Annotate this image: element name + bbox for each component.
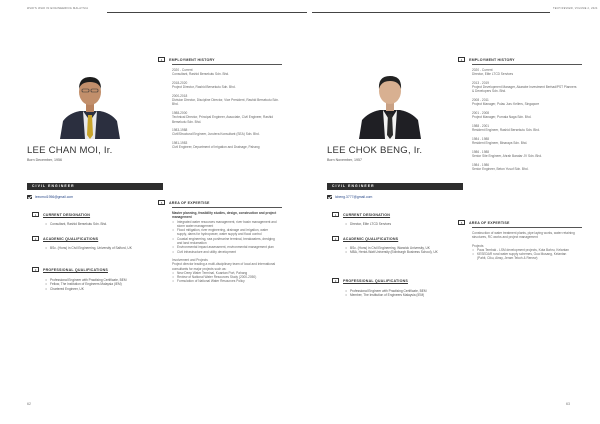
employment-list: [472, 68, 578, 175]
expertise-rule: [472, 227, 582, 228]
role-bar: CIVIL ENGINEER: [327, 183, 463, 190]
employment-entry: 1984 - 1986 Senior Engineer, Beton Yusuf Sdn. Bhd.: [472, 162, 529, 171]
employment-entry: 2020 - Current Director, Elite LTCD Services: [472, 68, 514, 77]
section-professional: [332, 278, 408, 283]
employment-entry: 1988-2000 Technical Director, Principal Engineer, Associate, Civil Engineer, Rashid Bersekutu Sdn. Bhd.: [172, 110, 273, 124]
list-item: • New Deep Water Terminal, Kuantan Port, Pahang: [172, 271, 278, 275]
employment-entry: 2001 - 2008 Project Manager, Purnala Naga Sdn. Bhd.: [472, 110, 532, 120]
section-employment: [458, 57, 515, 62]
section-number: 3: [332, 278, 339, 283]
person-name: LEE CHAN MOI, Ir.: [27, 145, 113, 156]
section-expertise: [458, 220, 510, 225]
list-item: • Environmental impact assessment, environmental management plan: [172, 245, 278, 249]
expertise-rule: [172, 207, 282, 208]
list-item: • Flood mitigation, river engineering, drainage and irrigation, water supply, dams for hydropower, water supply and flood control: [172, 228, 278, 237]
section-title: PROFESSIONAL QUALIFICATIONS: [43, 267, 108, 272]
expertise-body: [172, 211, 278, 284]
portrait-lee-chan-moi: [55, 65, 125, 139]
birth-date: Born November, 1957: [327, 158, 362, 162]
role-bar: CIVIL ENGINEER: [27, 183, 163, 190]
header-rule-left: [107, 12, 307, 13]
email-icon: [327, 195, 332, 199]
section-title: EMPLOYMENT HISTORY: [169, 57, 215, 62]
current-designation-list: [45, 222, 145, 226]
employment-entry: 2008 - 2011 Project Manager, Pulau Juru Kellers, Singapore: [472, 98, 540, 107]
list-item: • BSc. (Hons) in Civil Engineering, Warwick University, UK: [345, 246, 445, 250]
section-number: 3: [32, 267, 39, 272]
section-title: ACADEMIC QUALIFICATIONS: [43, 236, 99, 241]
projects-subtitle: Involvement and Projects: [172, 257, 208, 262]
section-academic: [332, 236, 398, 241]
section-number: 5: [458, 220, 465, 225]
list-item: • Integrated water resources management, river basin management and storm water management: [172, 220, 278, 229]
page-number-right: 63: [566, 402, 570, 406]
section-number: 2: [332, 236, 339, 241]
list-item: • Consultant, Rashid Bersekutu Sdn. Bhd.: [45, 222, 145, 226]
section-title: AREA OF EXPERTISE: [169, 200, 210, 205]
projects-list: [472, 248, 576, 261]
section-number: 4: [158, 57, 165, 62]
employment-entry: 1986 - 1988 Senior Site Engineer, Ahrah Baratar JV Sdn. Bhd.: [472, 149, 542, 158]
list-item: • Professional Engineer with Practising Certificate, BEM: [45, 278, 145, 282]
email-link[interactable]: lcbeng.3777@gmail.com: [335, 195, 373, 199]
employment-rule: [472, 64, 582, 65]
portrait-lee-chok-beng: [355, 65, 425, 139]
academic-list: [345, 246, 445, 255]
page-number-left: 62: [27, 402, 31, 406]
section-employment: [158, 57, 215, 62]
email-link[interactable]: leecmoi1956@gmail.com: [35, 195, 74, 199]
section-number: 4: [458, 57, 465, 62]
employment-list: [172, 68, 280, 154]
academic-list: [45, 246, 145, 250]
section-expertise: [158, 200, 210, 205]
section-title: EMPLOYMENT HISTORY: [469, 57, 515, 62]
section-number: 1: [332, 212, 339, 217]
person-name: LEE CHOK BENG, Ir.: [327, 145, 423, 156]
section-title: CURRENT DESIGNATION: [343, 212, 391, 217]
list-item: • MBA, Heriot-Watt University (Edinburgh Business School), UK: [345, 250, 445, 254]
employment-entry: 2013 - 2019 Project Development Manager, Akarabe Investment Berhad/PST Planners & Developers Sdn. Bhd.: [472, 80, 577, 94]
list-item: • Civil infrastructure and utility development: [172, 250, 278, 254]
employment-entry: 2018-2020 Project Director, Rashid Bersekutu Sdn. Bhd.: [172, 80, 236, 90]
expertise-list: [172, 220, 278, 254]
expertise-lead: Construction of water treatment plants, pipe laying works, water retaining structures, RC works and project management: [472, 231, 575, 240]
list-item: • KESEDAR rural water supply schemes, Gua Musang, Kelantan (Pahit, Ciku, Ainsy, Jeram Tekoh & Renew): [472, 252, 576, 261]
list-item: • Member, The Institution of Engineers Malaysia (IEM): [345, 293, 445, 297]
header-rule-right: [312, 12, 550, 13]
section-number: 2: [32, 236, 39, 241]
professional-list: [345, 289, 445, 298]
employment-entry: 1988 - 2001 Resident Engineer, Rashid Bersekutu Sdn. Bhd.: [472, 123, 540, 133]
list-item: • BSc. (Hons) in Civil Engineering, University of Salford, UK: [45, 246, 145, 250]
employment-entry: 1983-1988 Civil/Structural Engineer, Jurutera Konsultant (SEA) Sdn. Bhd.: [172, 128, 260, 137]
employment-rule: [172, 64, 282, 65]
list-item: • Director, Elite LTCD Services: [345, 222, 445, 226]
list-item: • Chartered Engineer, UK: [45, 287, 145, 291]
section-number: 1: [32, 212, 39, 217]
list-item: • Coastal engineering, sea port/marine terminal, breakwaters, dredging and land reclamation: [172, 237, 278, 246]
projects-subtitle: Projects: [472, 243, 484, 248]
current-designation-list: [345, 222, 445, 226]
section-academic: [32, 236, 98, 241]
list-item: • Review of National Water Resources Study (2000-2050): [172, 275, 278, 279]
section-number: 5: [158, 200, 165, 205]
section-professional: [32, 267, 108, 272]
expertise-lead: Master planning, feasibility studies, design, construction and project management: [172, 211, 277, 220]
list-item: • Professional Engineer with Practising Certificate, BEM: [345, 289, 445, 293]
section-title: ACADEMIC QUALIFICATIONS: [343, 236, 399, 241]
list-item: • Fellow, The Institution of Engineers Malaysia (IEM): [45, 282, 145, 286]
list-item: • Formulation of National Water Resources Policy: [172, 279, 278, 283]
section-title: CURRENT DESIGNATION: [43, 212, 91, 217]
projects-list: [172, 271, 278, 284]
running-header-right: TECH REVIEW, VOLUME 2, 2024: [553, 7, 598, 10]
employment-entry: 2000-2018 Division Director, Discipline Director, Vice President, Rashid Bersekutu Sdn. Bhd.: [172, 93, 279, 107]
expertise-body: [472, 231, 576, 261]
section-current-designation: [332, 212, 390, 217]
section-current-designation: [32, 212, 90, 217]
email-icon: [27, 195, 32, 199]
projects-intro: Project director leading a multi-disciplinary team of local and international consultants for major projects such as:: [172, 262, 276, 271]
section-title: AREA OF EXPERTISE: [469, 220, 510, 225]
employment-entry: 2020 - Current Consultant, Rashid Bersekutu Sdn. Bhd.: [172, 68, 230, 77]
email-row: [327, 195, 372, 199]
running-header-left: WHO'S WHO IN ENGINEERING MALAYSIA: [27, 7, 89, 10]
employment-entry: 1981-1983 Civil Engineer, Department of Irrigation and Drainage, Pahang: [172, 141, 260, 150]
employment-entry: 1984 - 1988 Resident Engineer, Binaraya Sdn. Bhd.: [472, 136, 528, 146]
professional-list: [45, 278, 145, 291]
email-row: [27, 195, 73, 199]
list-item: • Paus Tembak - LSM development projects, Kota Bahru, Kelantan: [472, 248, 576, 252]
section-title: PROFESSIONAL QUALIFICATIONS: [343, 278, 408, 283]
birth-date: Born December, 1956: [27, 158, 62, 162]
